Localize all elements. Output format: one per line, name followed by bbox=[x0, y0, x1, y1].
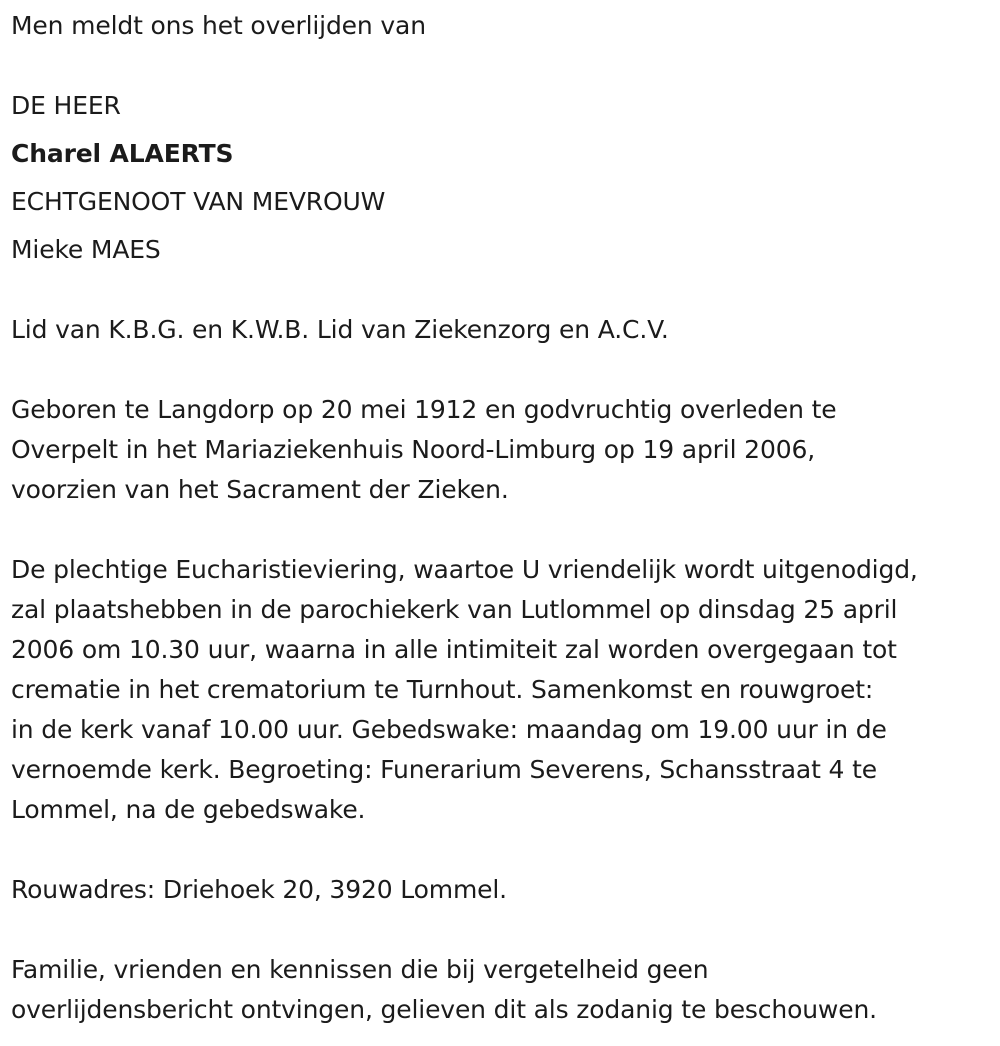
ceremony-line-7: Lommel, na de gebedswake. bbox=[11, 795, 366, 824]
ceremony-line-3: 2006 om 10.30 uur, waarna in alle intimiteit zal worden overgegaan tot bbox=[11, 635, 897, 664]
title-text: DE HEER bbox=[11, 91, 121, 120]
ceremony-line-2: zal plaatshebben in de parochiekerk van Lutlommel op dinsdag 25 april bbox=[11, 595, 898, 624]
birth-death-line-1: Geboren te Langdorp op 20 mei 1912 en godvruchtig overleden te bbox=[11, 395, 837, 424]
ceremony-line-4: crematie in het crematorium te Turnhout. Samenkomst en rouwgroet: bbox=[11, 675, 874, 704]
spouse-name: Mieke MAES bbox=[11, 235, 161, 264]
address-text: Rouwadres: Driehoek 20, 3920 Lommel. bbox=[11, 875, 507, 904]
intro-text: Men meldt ons het overlijden van bbox=[11, 11, 426, 40]
memberships-text: Lid van K.B.G. en K.W.B. Lid van Ziekenzorg en A.C.V. bbox=[11, 315, 669, 344]
spouse-label: ECHTGENOOT VAN MEVROUW bbox=[11, 187, 386, 216]
deceased-name: Charel ALAERTS bbox=[11, 139, 234, 168]
birth-death-line-2: Overpelt in het Mariaziekenhuis Noord-Limburg op 19 april 2006, bbox=[11, 435, 816, 464]
ceremony-line-1: De plechtige Eucharistieviering, waartoe U vriendelijk wordt uitgenodigd, bbox=[11, 555, 918, 584]
birth-death-line-3: voorzien van het Sacrament der Zieken. bbox=[11, 475, 509, 504]
closing-line-2: overlijdensbericht ontvingen, gelieven dit als zodanig te beschouwen. bbox=[11, 995, 877, 1024]
closing-line-1: Familie, vrienden en kennissen die bij vergetelheid geen bbox=[11, 955, 709, 984]
ceremony-line-6: vernoemde kerk. Begroeting: Funerarium Severens, Schansstraat 4 te bbox=[11, 755, 877, 784]
ceremony-line-5: in de kerk vanaf 10.00 uur. Gebedswake: maandag om 19.00 uur in de bbox=[11, 715, 887, 744]
